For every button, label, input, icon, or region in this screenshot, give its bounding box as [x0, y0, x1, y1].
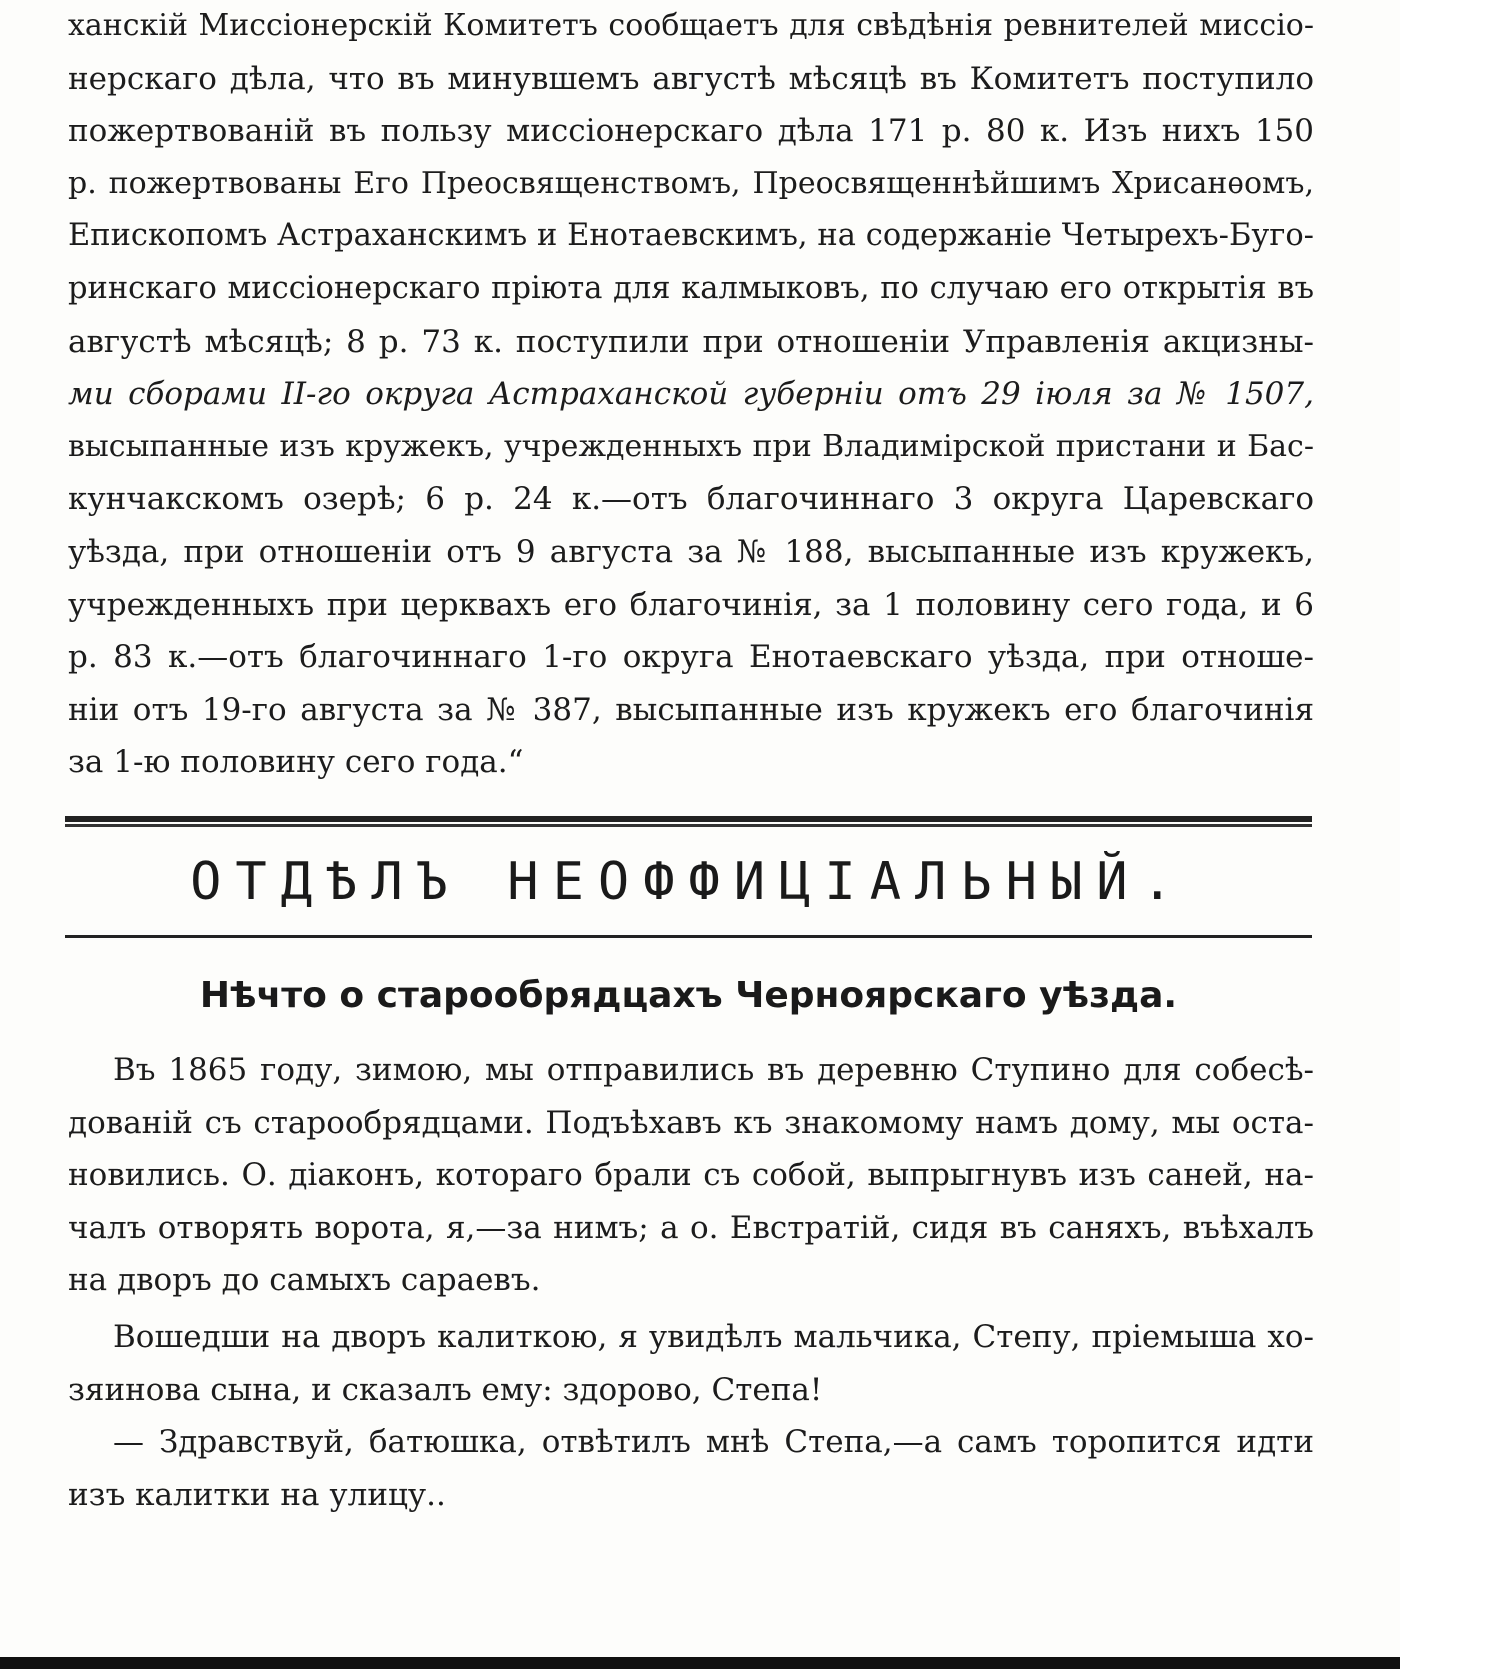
- text-line: изъ калитки на улицу..: [68, 1476, 446, 1513]
- text-line: Въ 1865 году, зимою, мы отправились въ деревню Ступино для собесѣ-: [113, 1052, 1314, 1088]
- section-title: ОТДѢЛЪ НЕОФФИЦІАЛЬНЫЙ.: [190, 852, 1187, 912]
- text-line: августѣ мѣсяцѣ; 8 р. 73 к. поступили при отношеніи Управленія акцизны-: [68, 323, 1314, 360]
- page-bottom-border: [0, 1657, 1400, 1669]
- text-line: на дворъ до самыхъ сараевъ.: [68, 1262, 541, 1299]
- text-line: зяинова сына, и сказалъ ему: здорово, Степа!: [68, 1371, 823, 1408]
- text-line: Епископомъ Астраханскимъ и Енотаевскимъ, на содержаніе Четырехъ-Буго-: [68, 218, 1314, 254]
- article-title: Нѣчто о старообрядцахъ Черноярскаго уѣзда.: [199, 975, 1178, 1016]
- double-rule-divider: [65, 816, 1312, 827]
- text-line: дованій съ старообрядцами. Подъѣхавъ къ знакомому намъ дому, мы оста-: [68, 1104, 1314, 1141]
- text-line: — Здравствуй, батюшка, отвѣтилъ мнѣ Степа,—а самъ торопится идти: [113, 1424, 1314, 1461]
- text-line: уѣзда, при отношеніи отъ 9 августа за № 188, высыпанные изъ кружекъ,: [68, 533, 1314, 570]
- text-line: ніи отъ 19-го августа за № 387, высыпанные изъ кружекъ его благочинія: [68, 691, 1314, 728]
- text-line: пожертвованій въ пользу миссіонерскаго дѣла 171 р. 80 к. Изъ нихъ 150: [68, 113, 1314, 150]
- thick-rule: [65, 816, 1312, 822]
- text-line: ринскаго миссіонерскаго пріюта для калмыковъ, по случаю его открытія въ: [68, 270, 1314, 306]
- text-line: Вошедши на дворъ калиткою, я увидѣлъ мальчика, Степу, пріемыша хо-: [113, 1318, 1314, 1355]
- top-paragraph: [68, 0, 1314, 789]
- text-line: р. пожертвованы Его Преосвященствомъ, Преосвященнѣйшимъ Хрисанѳомъ,: [68, 165, 1314, 201]
- text-line: за 1-ю половину сего года.“: [68, 744, 524, 781]
- text-line: высыпанные изъ кружекъ, учрежденныхъ при Владимірской пристани и Бас-: [68, 428, 1314, 464]
- single-rule-divider: [65, 935, 1312, 938]
- text-line: новились. О. діаконъ, котораго брали съ собой, выпрыгнувъ изъ саней, на-: [68, 1157, 1314, 1194]
- thin-rule: [65, 824, 1312, 827]
- article-body: [68, 1044, 1314, 1521]
- text-line: нерскаго дѣла, что въ минувшемъ августѣ мѣсяцѣ въ Комитетъ поступило: [68, 60, 1314, 97]
- text-line: ми сборами II-го округа Астраханской губерніи отъ 29 іюля за № 1507,: [68, 376, 1314, 413]
- text-line: кунчакскомъ озерѣ; 6 р. 24 к.—отъ благочиннаго 3 округа Царевскаго: [68, 481, 1314, 518]
- text-line: ханскій Миссіонерскій Комитетъ сообщаетъ для свѣдѣнія ревнителей миссіо-: [68, 8, 1314, 43]
- text-line: учрежденныхъ при церквахъ его благочинія, за 1 половину сего года, и 6: [68, 586, 1314, 623]
- text-line: р. 83 к.—отъ благочиннаго 1-го округа Енотаевскаго уѣзда, при отноше-: [68, 639, 1314, 676]
- text-line: чалъ отворять ворота, я,—за нимъ; а о. Евстратій, сидя въ саняхъ, въѣхалъ: [68, 1209, 1314, 1246]
